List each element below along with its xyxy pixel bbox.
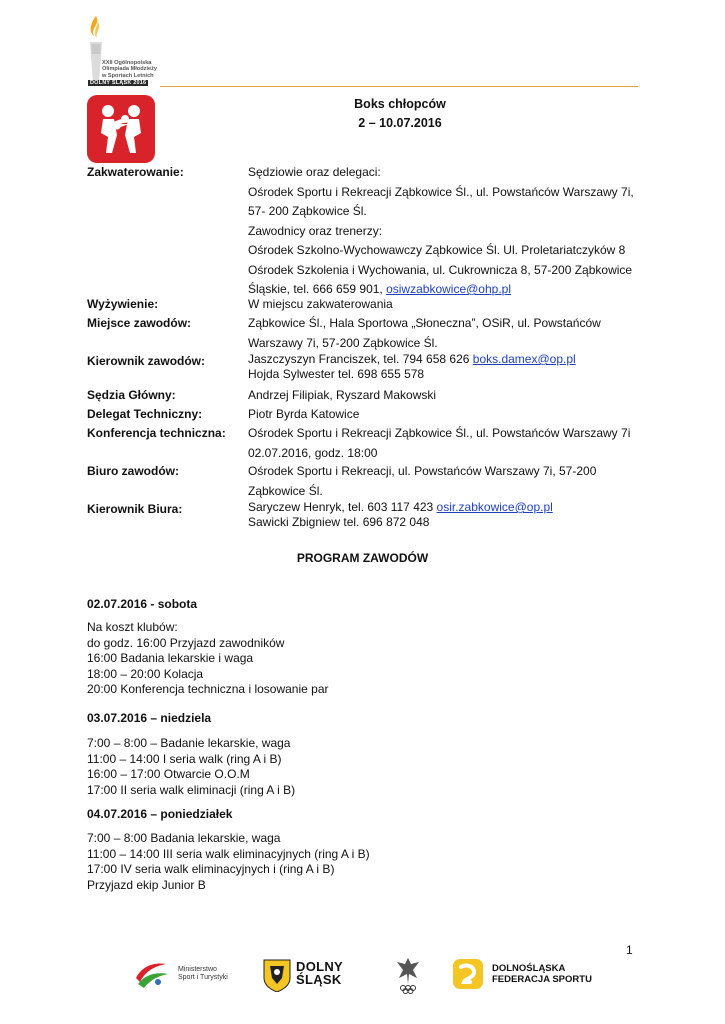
chief-judge-value: Andrzej Filipiak, Ryszard Makowski xyxy=(248,388,437,402)
accommodation-email-link[interactable]: osiwzabkowice@ohp.pl xyxy=(386,282,512,296)
logo-strip: DOLNY ŚLĄSK 2016 xyxy=(90,80,147,86)
logo-line: XXII Ogólnopolska xyxy=(102,60,152,66)
accommodation-line: 57- 200 Ząbkowice Śl. xyxy=(248,204,367,218)
venue-line: Ząbkowice Śl., Hala Sportowa „Słoneczna”, OSiR, ul. Powstańców xyxy=(248,316,601,330)
office-line: Ośrodek Sportu i Rekreacji, ul. Powstańców Warszawy 7i, 57-200 xyxy=(248,464,597,478)
federation-line: DOLNOŚLĄSKA xyxy=(492,963,566,974)
day-heading: 04.07.2016 – poniedziałek xyxy=(87,807,233,821)
tech-conference-line: 02.07.2016, godz. 18:00 xyxy=(248,445,378,460)
ministry-logo xyxy=(132,958,242,992)
tech-delegate-label: Delegat Techniczny: xyxy=(87,407,203,421)
office-head-line: Sawicki Zbigniew tel. 696 872 048 xyxy=(248,515,430,529)
accommodation-label: Zakwaterowanie: xyxy=(87,165,184,179)
office-label: Biuro zawodów: xyxy=(87,464,179,478)
schedule-item: do godz. 16:00 Przyjazd zawodników xyxy=(87,635,285,650)
accommodation-line: Ośrodek Szkolenia i Wychowania, ul. Cukrownicza 8, 57-200 Ząbkowice xyxy=(248,262,633,277)
day-schedule xyxy=(87,620,329,698)
dolny-slask-crest-icon xyxy=(262,958,292,992)
schedule-item: 16:00 – 17:00 Otwarcie O.O.M xyxy=(87,767,250,782)
schedule-item: 17:00 IV seria walk eliminacyjnych i (ring A i B) xyxy=(87,862,335,877)
boxing-icon xyxy=(87,95,155,163)
ministry-name xyxy=(178,966,228,982)
federation-line: FEDERACJA SPORTU xyxy=(492,973,592,985)
day-heading: 03.07.2016 – niedziela xyxy=(87,711,212,725)
office-head-phone: Saryczew Henryk, tel. 603 117 423 xyxy=(248,500,437,514)
tech-conference-line: Ośrodek Sportu i Rekreacji Ząbkowice Śl., ul. Powstańców Warszawy 7i xyxy=(248,426,631,440)
federation-name xyxy=(492,964,592,985)
page-number: 1 xyxy=(626,943,633,957)
tech-conference-value xyxy=(248,424,630,463)
office-head-email-link[interactable]: osir.zabkowice@op.pl xyxy=(436,500,553,514)
accommodation-phone: Śląskie, tel. 666 659 901, xyxy=(248,282,387,296)
accommodation-line: Sędziowie oraz delegaci: xyxy=(248,165,381,179)
event-dates: 2 – 10.07.2016 xyxy=(358,116,442,130)
manager-line: Hojda Sylwester tel. 698 655 578 xyxy=(248,367,425,381)
venue-line: Warszawy 7i, 57-200 Ząbkowice Śl. xyxy=(248,335,438,350)
dolny-slask-logo xyxy=(262,956,372,994)
office-head-value xyxy=(248,500,553,530)
tech-conference-label: Konferencja techniczna: xyxy=(87,426,226,440)
dolny-line: DOLNY xyxy=(296,959,343,974)
manager-label: Kierownik zawodów: xyxy=(87,354,206,368)
sport-title: Boks chłopców xyxy=(354,97,446,111)
schedule-item: 7:00 – 8:00 Badania lekarskie, waga xyxy=(87,831,281,845)
ministry-line: Ministerstwo xyxy=(178,966,217,973)
logo-line: w Sportach Letnich xyxy=(102,72,154,79)
office-line: Ząbkowice Śl. xyxy=(248,483,323,498)
accommodation-line: Ośrodek Szkolno-Wychowawczy Ząbkowice Śl. Ul. Proletariatczyków 8 xyxy=(248,243,626,257)
manager-phone: Jaszczyszyn Franciszek, tel. 794 658 626 xyxy=(248,352,473,366)
accommodation-line: Zawodnicy oraz trenerzy: xyxy=(248,223,383,238)
schedule-item: 11:00 – 14:00 I seria walk (ring A i B) xyxy=(87,751,282,766)
office-head-line xyxy=(248,500,553,515)
schedule-item: 18:00 – 20:00 Kolacja xyxy=(87,666,204,681)
dolny-slask-name xyxy=(296,960,343,986)
accommodation-line: Ośrodek Sportu i Rekreacji Ząbkowice Śl., ul. Powstańców Warszawy 7i, xyxy=(248,184,634,199)
day-schedule xyxy=(87,736,295,798)
schedule-item: 20:00 Konferencja techniczna i losowanie par xyxy=(87,682,329,697)
meals-label: Wyżywienie: xyxy=(87,297,159,311)
schedule-item: Na koszt klubów: xyxy=(87,620,178,634)
day-heading: 02.07.2016 - sobota xyxy=(87,597,198,611)
event-logo xyxy=(86,14,166,88)
manager-value xyxy=(248,352,576,382)
olympic-eagle-icon xyxy=(395,954,421,996)
schedule-item: 16:00 Badania lekarskie i waga xyxy=(87,651,254,666)
schedule-item: 7:00 – 8:00 – Badanie lekarskie, waga xyxy=(87,736,291,750)
olympic-committee-logo xyxy=(395,954,421,996)
venue-value xyxy=(248,314,601,353)
ministry-swoosh-icon xyxy=(132,958,172,992)
event-logo-text xyxy=(102,60,172,79)
schedule-item: Przyjazd ekip Junior B xyxy=(87,877,206,892)
ministry-line: Sport i Turystyki xyxy=(178,974,228,981)
schedule-item: 17:00 II seria walk eliminacji (ring A i B) xyxy=(87,782,296,797)
federation-logo xyxy=(452,958,622,992)
federation-emblem-icon xyxy=(452,958,484,990)
header-rule xyxy=(160,86,638,87)
logo-line: Olimpiada Młodzieży xyxy=(102,66,158,73)
schedule-item: 11:00 – 14:00 III seria walk eliminacyjnych (ring A i B) xyxy=(87,846,370,861)
day-schedule xyxy=(87,831,370,893)
office-value xyxy=(248,462,596,501)
manager-line xyxy=(248,352,576,367)
manager-email-link[interactable]: boks.damex@op.pl xyxy=(472,352,576,366)
boxing-pictogram xyxy=(87,95,155,163)
meals-value: W miejscu zakwaterowania xyxy=(248,297,393,311)
dolny-line: ŚLĄSK xyxy=(296,972,342,987)
venue-label: Miejsce zawodów: xyxy=(87,316,192,330)
accommodation-value xyxy=(248,163,634,300)
tech-delegate-value: Piotr Byrda Katowice xyxy=(248,407,360,421)
program-title: PROGRAM ZAWODÓW xyxy=(296,551,429,565)
chief-judge-label: Sędzia Główny: xyxy=(87,388,176,402)
office-head-label: Kierownik Biura: xyxy=(87,502,183,516)
